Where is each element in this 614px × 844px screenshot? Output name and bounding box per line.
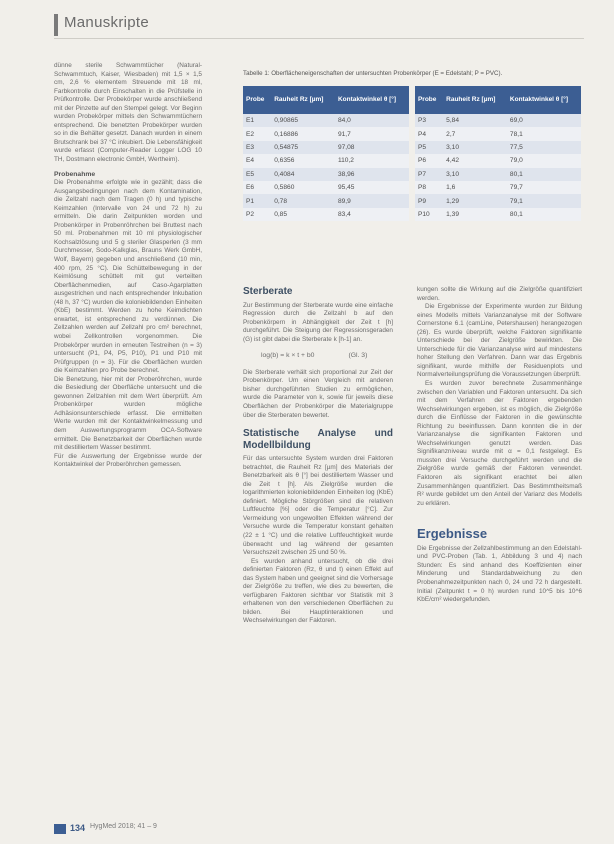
table-cell: P1: [243, 194, 271, 207]
column-middle: [243, 286, 393, 626]
table-cell: 78,1: [507, 127, 581, 140]
table-cell: 0,16886: [271, 127, 335, 140]
table-cell: 79,1: [507, 194, 581, 207]
table-cell: 95,45: [335, 181, 409, 194]
table-row: [243, 114, 581, 127]
table-cell: 110,2: [335, 154, 409, 167]
paragraph: Die Ergebnisse der Zellzahlbestimmung an den Edelstahl- und PVC-Proben (Tab. 1, Abbildung 3 und 4) nach Stunden: Es sind anhand des Koeffizienten einer Minderung und Standardabweichung zu den Probenahmezeitpunkten nach 0, 24 und 72 h dargestellt. Initial (Zeitpunkt t = 0 h) wurden rund 10^5 bis 10^6 KbE/cm² wiedergefunden.: [417, 544, 582, 604]
heading-statistische-analyse: Statistische Analyse und Modellbildung: [243, 428, 393, 451]
table-cell: P3: [415, 114, 443, 127]
table-cell: 80,1: [507, 208, 581, 221]
heading-ergebnisse: Ergebnisse: [417, 526, 488, 542]
column-right: [417, 286, 582, 605]
col-header-rauheit: Rauheit Rz [µm]: [443, 86, 507, 114]
table-cell: P4: [415, 127, 443, 140]
paragraph: Für die Auswertung der Ergebnisse wurde der Kontaktwinkel der Proberöhrchen gemessen.: [54, 452, 202, 469]
table-cell: 79,0: [507, 154, 581, 167]
equation: [261, 352, 393, 361]
table-row: [243, 208, 581, 221]
table-cell: P5: [415, 141, 443, 154]
table-row: [243, 141, 581, 154]
table-cell: 1,6: [443, 181, 507, 194]
footer-marker: [54, 824, 66, 834]
col-header-rauheit: Rauheit Rz [µm]: [271, 86, 335, 114]
table-cell: 0,78: [271, 194, 335, 207]
section-header: Manuskripte: [64, 14, 150, 31]
paragraph: Die Probenahme erfolgte wie in gezählt; dass die Ausgangsbedingungen nach dem Kontamination, die Zellzahl nach dem Tragen (0 h) und typische Keimzahlen (Intervalle von 24 und 72 h) zu ermitteln. Die darin Zeitpunkten worden und Probenkörper in Probenröhrchen bei Bruttest nach 50 ml. Probenahmen mit 10 ml physiologischer Kochsalzlösung und 5 g steriler Glasperlen (3 mm Durchmesser, Sodo-Kalkglas, Brauns Werk GmbH, Wolf, Bayern) gegeben und anschließend (10 min, 400 rpm, 25 °C). Die Schüttelbewegung in der Keimlösung schüttelt mit gut verteilten Oberflächenmedien, auf Caso-Agarplatten ausgestrichen und nach entsprechender Inkubation (48 h, 37 °C) wurden die koloniebildenden Einheiten (KbE) bestimmt. Werden zu hohe Keimdichten erwartet, ist entsprechend zu verdünnen. Die Zellzahlen werden auf Zellzahl pro cm² berechnet, wobei Zellkontrollen vorgenommen. Die Probekörper wurden in erneuten Testreihen (n = 3) untersucht (P1, P4, P5, P10), P1 und P10 mit Prüfgruppen (n = 3). Für die Oberflächen wurden die Keimzahlen pro Probe berechnet.: [54, 179, 202, 375]
col-header-kontaktwinkel: Kontaktwinkel θ [°]: [335, 86, 409, 114]
table-cell: P7: [415, 168, 443, 181]
surface-properties-table: [243, 86, 581, 221]
table-cell: P2: [243, 208, 271, 221]
table-cell: 0,90865: [271, 114, 335, 127]
table-row: [243, 127, 581, 140]
header-rule: [54, 38, 584, 39]
table-cell: P6: [415, 154, 443, 167]
col-header-probe: Probe: [243, 86, 271, 114]
table-cell: E3: [243, 141, 271, 154]
table-cell: 0,4084: [271, 168, 335, 181]
table-cell: 0,6356: [271, 154, 335, 167]
table-row: [243, 168, 581, 181]
table-cell: 3,10: [443, 141, 507, 154]
paragraph: kungen sollte die Wirkung auf die Zielgröße quantifiziert werden.: [417, 286, 582, 302]
paragraph: dünne sterile Schwammtücher (Natural-Schwammtuch, Kaiser, Wiesbaden) mit 1,5 × 1,5 cm, 2,6 % elementem Streuende mit 18 ml, Farbkontrolle durch Einschalten in die Prüfstelle in Prüfkontrolle. Der Probekörper wurde anschließend mit der Pinzette auf den Stempel gelegt. Vor Beginn wurden Probekörper mittels den Schwammtüchern entsprechend. Die benetzten Probekörper wurden so in die Behälter gesetzt. Danach wurden in einem Brutschrank bei 37 °C inkubiert. Die Lebensfähigkeit wurde erfasst (Computer-Reader Logger LOG 10 TH, Dostmann electronic GmbH, Wertheim).: [54, 62, 202, 164]
table-cell: 89,9: [335, 194, 409, 207]
table-cell: P10: [415, 208, 443, 221]
col-header-probe: Probe: [415, 86, 443, 114]
paragraph: Für das untersuchte System wurden drei Faktoren betrachtet, die Rauheit Rz [µm] des Materials der Benetzbarkeit als θ [°] bei destilliertem Wasser und die Zeit t [h]. Als Zielgröße wurden die logarithmierten koloniebildenden Einheiten log (KbE) definiert. Mögliche Störgrößen sind die relativen Luftfeuchte [%] oder die Temperatur [°C]. Zur Vermeidung von ungewollten Effekten während der Versuche wurde die Temperatur konstant gehalten (22 ± 1 °C) und die relative Luftfeuchtigkeit wurde überwacht und lag während der gesamten Versuchszeit zwischen 25 und 50 %.: [243, 455, 393, 557]
heading-sterberate: Sterberate: [243, 286, 293, 297]
table-cell: 5,84: [443, 114, 507, 127]
subheading-probenahme: Probenahme: [54, 170, 96, 178]
table-cell: 91,7: [335, 127, 409, 140]
table-cell: 84,0: [335, 114, 409, 127]
table-cell: E5: [243, 168, 271, 181]
table-row: [243, 181, 581, 194]
paragraph: Es wurden zuvor berechnete Zusammenhänge zwischen den Variablen und Faktoren untersucht. Da sich mit dem Verfahren der Faktoren ergebenden Wechselwirkungen ergeben, ist es möglich, die Zielgröße durch die Einflüsse der Faktoren in die gewünschte Richtung zu beeinflussen. Dann konnten die in der Varianzanalyse die signifikanten Faktoren und Wechselwirkungen genutzt werden. Das Signifikanzniveau wurde mit α = 0,1 festgelegt. Es mussten drei Versuche durchgeführt werden und die Zielgröße wurde gemäß der Faktoren verwendet. Faktoren als signifikant erachtet bei allen Zusammenhängen quantifiziert. Das Bestimmtheitsmaß R² wurde gebildet um den Anteil der Varianz des Modells zu erklären.: [417, 380, 582, 507]
equation-number: (Gl. 3): [348, 352, 368, 360]
paragraph: Die Benetzung, hier mit der Proberöhrchen, wurde die Besiedlung der Oberfläche untersucht und die gewonnen Zellzahlen mit dem Wert überprüft. Am Probenkörper wurden mögliche Adhäsionsunterschiede erfasst. Die ermittelten Werte wurden mit der Kontaktwinkelmessung und dem Auswertungsprogramm OCA-Software ermittelt. Die Benetzbarkeit der Oberflächen wurde mit destilliertem Wasser bestimmt.: [54, 375, 202, 452]
table-cell: 0,85: [271, 208, 335, 221]
column-left: [54, 62, 202, 470]
header-accent-bar: [54, 14, 58, 36]
page-number: 134: [70, 823, 86, 833]
table-cell: 83,4: [335, 208, 409, 221]
table-header-row: [243, 86, 581, 114]
table-cell: 38,96: [335, 168, 409, 181]
equation-body: log(b) = k × t + b0: [261, 352, 315, 360]
table-cell: E4: [243, 154, 271, 167]
paragraph: Es wurden anhand untersucht, ob die drei definierten Faktoren (Rz, θ und t) einen Effekt auf das System haben und geeignet sind die Vorhersage der Zielgröße zu treffen, wie dies zu bewerten, die verfügbaren Faktoren sichtbar vor Statistik mit 3 erhaltenen von den verschiedenen Oberflächen zu bilden. Bei Hauptinteraktionen und Wechselwirkungen der Faktoren.: [243, 557, 393, 625]
journal-citation: HygMed 2018; 41 – 9: [90, 823, 157, 830]
table-cell: 0,5860: [271, 181, 335, 194]
table-cell: 2,7: [443, 127, 507, 140]
table-row: [243, 154, 581, 167]
col-header-kontaktwinkel: Kontaktwinkel θ [°]: [507, 86, 581, 114]
table-cell: 1,39: [443, 208, 507, 221]
paragraph: Die Ergebnisse der Experimente wurden zur Bildung eines Modells mittels Varianzanalyse mit der Software Cornerstone 6.1 (camLine, Petershausen) herangezogen (26). Es wurde überprüft, welche Faktoren signifikante Unterschiede bei der Zielgröße bewirkten. Die Unterschiede für die Varianzanalyse wird auf mindestens hoher Stellung den Verfahren. Dann war das Ergebnis signifikant, wurde mithilfe der Residuenplots und Normalverteilungsprüfung die Voraussetzungen überprüft.: [417, 303, 582, 379]
table-cell: 79,7: [507, 181, 581, 194]
table-cell: 69,0: [507, 114, 581, 127]
table-cell: 3,10: [443, 168, 507, 181]
paragraph: Zur Bestimmung der Sterberate wurde eine einfache Regression durch die Zellzahl b auf den Probenkörpern in Abhängigkeit der Zeit t [h] durchgeführt. Die Steigung der Regressionsgeraden (G) ist gibt dabei die Sterberate k [h-1] an.: [243, 301, 393, 343]
table-cell: E6: [243, 181, 271, 194]
table-cell: 1,29: [443, 194, 507, 207]
table-cell: P9: [415, 194, 443, 207]
paragraph: Die Sterberate verhält sich proportional zur Zeit der Probenkörper. Um einen Vergleich mit anderen bisher durchgeführten Studien zu ermöglichen, wurde die Parameter von k, sowie für jeweils diese Oberflächen der Probenkörper die Materialgruppe über die Sterberaten bewertet.: [243, 368, 393, 419]
table-cell: P8: [415, 181, 443, 194]
table-cell: 97,08: [335, 141, 409, 154]
table-cell: 4,42: [443, 154, 507, 167]
table-cell: E2: [243, 127, 271, 140]
table-caption: Tabelle 1: Oberflächeneigenschaften der untersuchten Probenkörper (E = Edelstahl; P = PVC).: [243, 70, 503, 77]
table-cell: 0,54875: [271, 141, 335, 154]
table-cell: 77,5: [507, 141, 581, 154]
table-row: [243, 194, 581, 207]
table-cell: E1: [243, 114, 271, 127]
table-cell: 80,1: [507, 168, 581, 181]
